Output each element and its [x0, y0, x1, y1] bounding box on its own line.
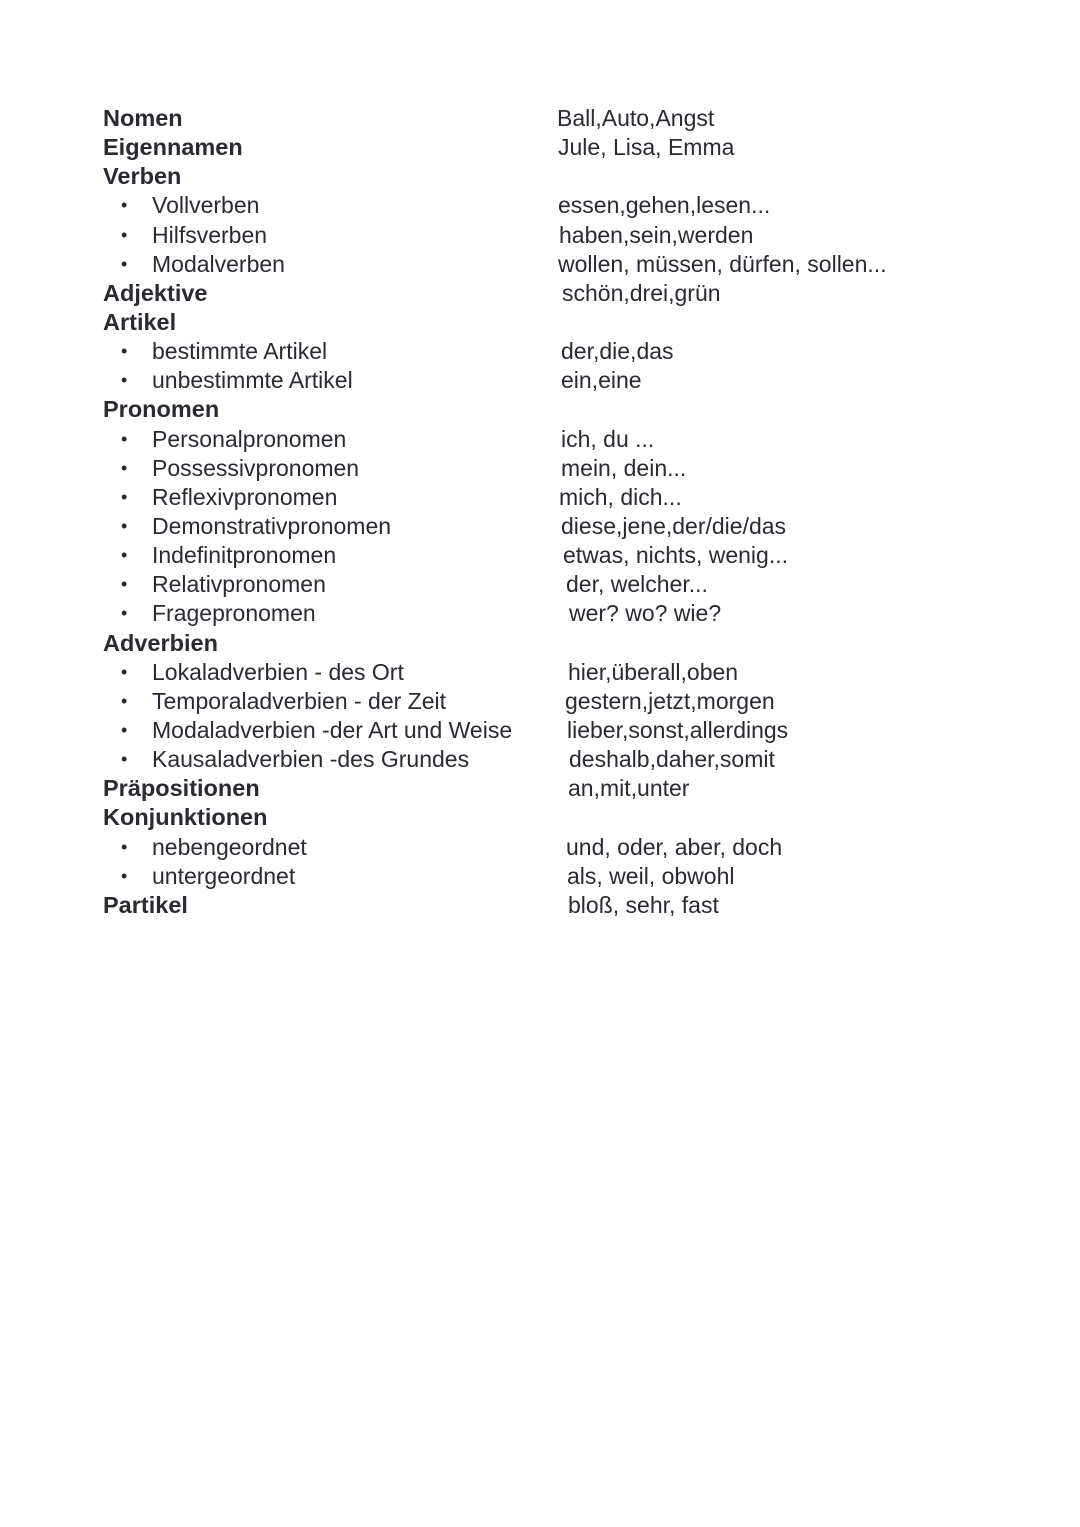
- subcategory-row: [0, 454, 1080, 483]
- example-words: mich, dich...: [559, 483, 682, 510]
- bullet-icon: •: [121, 457, 128, 478]
- bullet-icon: •: [121, 486, 128, 507]
- subcategory-term: unbestimmte Artikel: [152, 367, 353, 394]
- bullet-icon: •: [121, 690, 128, 711]
- category-term: Adjektive: [103, 279, 208, 306]
- subcategory-row: [0, 366, 1080, 395]
- bullet-icon: •: [121, 253, 128, 274]
- subcategory-term: Reflexivpronomen: [152, 483, 338, 510]
- bullet-icon: •: [121, 515, 128, 536]
- subcategory-row: [0, 716, 1080, 745]
- word-class-list: [0, 104, 1080, 920]
- subcategory-term: Relativpronomen: [152, 571, 326, 598]
- bullet-icon: •: [121, 370, 128, 391]
- category-term: Nomen: [103, 105, 183, 131]
- example-words: deshalb,daher,somit: [569, 746, 775, 773]
- subcategory-row: [0, 191, 1080, 220]
- example-words: der,die,das: [561, 338, 674, 365]
- category-row: [0, 774, 1080, 803]
- subcategory-row: [0, 250, 1080, 279]
- bullet-icon: •: [121, 719, 128, 740]
- category-row: [0, 803, 1080, 832]
- subcategory-row: [0, 658, 1080, 687]
- example-words: ich, du ...: [561, 425, 655, 452]
- category-term: Artikel: [103, 308, 177, 335]
- bullet-icon: •: [121, 661, 128, 682]
- subcategory-term: nebengeordnet: [152, 833, 307, 860]
- subcategory-term: Indefinitpronomen: [152, 542, 337, 569]
- bullet-icon: •: [121, 341, 128, 362]
- example-words: lieber,sonst,allerdings: [567, 716, 789, 743]
- category-term: Partikel: [103, 891, 188, 918]
- category-term: Pronomen: [103, 396, 220, 423]
- subcategory-row: [0, 687, 1080, 716]
- category-term: Konjunktionen: [103, 804, 268, 831]
- example-words: mein, dein...: [561, 454, 687, 481]
- example-words: etwas, nichts, wenig...: [563, 542, 788, 569]
- subcategory-term: Vollverben: [152, 192, 260, 219]
- subcategory-term: Temporaladverbien - der Zeit: [152, 687, 447, 714]
- subcategory-row: [0, 862, 1080, 891]
- subcategory-row: [0, 833, 1080, 862]
- bullet-icon: •: [121, 603, 128, 624]
- subcategory-term: Modalverben: [152, 250, 285, 277]
- example-words: Ball,Auto,Angst: [557, 105, 715, 131]
- category-term: Adverbien: [103, 629, 218, 656]
- category-row: [0, 891, 1080, 920]
- subcategory-term: Hilfsverben: [152, 221, 268, 248]
- subcategory-term: untergeordnet: [152, 862, 296, 889]
- subcategory-row: [0, 483, 1080, 512]
- bullet-icon: •: [121, 224, 128, 245]
- example-words: wollen, müssen, dürfen, sollen...: [558, 250, 887, 277]
- category-term: Präpositionen: [103, 775, 260, 802]
- example-words: diese,jene,der/die/das: [561, 512, 787, 539]
- subcategory-term: Kausaladverbien -des Grundes: [152, 746, 470, 773]
- example-words: hier,überall,oben: [568, 658, 739, 685]
- bullet-icon: •: [121, 195, 128, 216]
- bullet-icon: •: [121, 836, 128, 857]
- example-words: essen,gehen,lesen...: [558, 192, 771, 219]
- example-words: und, oder, aber, doch: [566, 833, 783, 860]
- subcategory-row: [0, 745, 1080, 774]
- subcategory-row: [0, 337, 1080, 366]
- category-term: Eigennamen: [103, 134, 243, 161]
- example-words: ein,eine: [561, 367, 642, 394]
- category-row: [0, 133, 1080, 162]
- subcategory-term: bestimmte Artikel: [152, 338, 328, 365]
- example-words: haben,sein,werden: [559, 221, 754, 248]
- example-words: Jule, Lisa, Emma: [558, 134, 735, 161]
- example-words: der, welcher...: [566, 571, 708, 598]
- example-words: an,mit,unter: [568, 775, 690, 802]
- bullet-icon: •: [121, 749, 128, 770]
- category-row: [0, 279, 1080, 308]
- example-words: als, weil, obwohl: [567, 862, 735, 889]
- subcategory-row: [0, 570, 1080, 599]
- subcategory-term: Lokaladverbien - des Ort: [152, 658, 404, 685]
- category-row: [0, 308, 1080, 337]
- bullet-icon: •: [121, 865, 128, 886]
- subcategory-term: Modaladverbien -der Art und Weise: [152, 716, 513, 743]
- example-words: bloß, sehr, fast: [568, 891, 719, 918]
- subcategory-row: [0, 221, 1080, 250]
- category-row: [0, 104, 1080, 133]
- category-term: Verben: [103, 163, 182, 190]
- example-words: schön,drei,grün: [562, 279, 721, 306]
- example-words: wer? wo? wie?: [569, 600, 722, 627]
- subcategory-row: [0, 512, 1080, 541]
- category-row: [0, 162, 1080, 191]
- bullet-icon: •: [121, 428, 128, 449]
- subcategory-term: Demonstrativpronomen: [152, 512, 392, 539]
- bullet-icon: •: [121, 545, 128, 566]
- category-row: [0, 395, 1080, 424]
- example-words: gestern,jetzt,morgen: [565, 687, 775, 714]
- subcategory-row: [0, 425, 1080, 454]
- subcategory-term: Personalpronomen: [152, 425, 347, 452]
- subcategory-term: Fragepronomen: [152, 600, 316, 627]
- subcategory-term: Possessivpronomen: [152, 454, 360, 481]
- bullet-icon: •: [121, 574, 128, 595]
- subcategory-row: [0, 599, 1080, 628]
- category-row: [0, 629, 1080, 658]
- subcategory-row: [0, 541, 1080, 570]
